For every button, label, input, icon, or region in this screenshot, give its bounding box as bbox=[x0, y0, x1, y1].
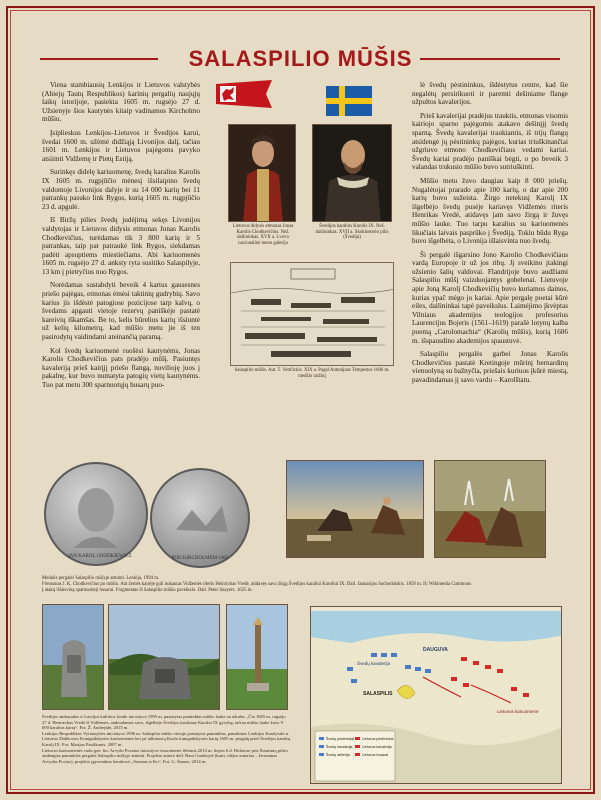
monument-photo-3 bbox=[226, 604, 288, 710]
medal-reverse bbox=[150, 468, 250, 568]
monument-photo-2 bbox=[108, 604, 220, 710]
map-label-lithuanian-army: Lietuvos kariuomenė bbox=[497, 709, 539, 714]
karolis-caption: Švedijos karalius Karolis IX. Než. dailininkas. XVII a. Skoklosterio pilis (Švedija) bbox=[315, 224, 389, 241]
hussars-painting bbox=[434, 460, 546, 558]
legend-item: Švedų pėstininkai bbox=[326, 737, 355, 741]
map-legend-swedish bbox=[326, 735, 356, 759]
chodkevicius-portrait bbox=[228, 124, 296, 222]
monument-photo-1 bbox=[42, 604, 104, 710]
legend-item: Lietuvos kavalerija bbox=[362, 745, 392, 749]
legend-item: Švedų kavalerija bbox=[326, 745, 353, 749]
legend-item: Lietuvos pėstininkai bbox=[362, 737, 394, 741]
paragraph: Iš Biržų pilies švedų judėjimą sekęs Livonijos valdytojas ir Lietuvos didysis etmonas Jonas Karolis Chodkevičius, turėdamas tik 3 800 karių ir 5 patrankas, taip pat patraukė link Rygos, siekdamas padėti apsuptiems miestiečiams. Abi kariuomenės 1605 m. rugsėjo 27 d. anksty ryta susitiko Salaspilyje, 13 km į pietryčius nuo Rygos. bbox=[42, 216, 200, 276]
paragraph: Viena stambiausių Lenkijos ir Lietuvos valstybės (Abiejų Tautų Respublikos) karinių pergalių naujųjų laikų istorijoje, pasiekta 1605 m. rugsėjo 27 d. Užsienyje šios kautynės kitaip vadinamos Kircholmo mūšiu. bbox=[42, 81, 200, 124]
legend-item: Švedų artilerija bbox=[326, 753, 350, 757]
chodkevicius-caption: Lietuvos didysis etmonas Jonas Karolis Chodkevičius. Než. dailininkas. XVII a. Lvovo nacionalinė meno galerija bbox=[232, 224, 294, 246]
medal-reverse-text: POD KIRCHOLMEM 1605 bbox=[171, 556, 229, 561]
paragraph: Mūšio metu žuvo daugiau kaip 8 000 priešų. Nugalėtojai prarado apie 100 karių, o dar apie 200 karių buvo sužeista. Žirgo netekusį Karolį IX išgelbėjo švedų pusėje kariavęs Vidžemės riteris Henrikas Vredė, atidavęs jam savo žirgą ir žuvęs mūšio lauke. Tuo tarpu karalius su kariuomenės likučiais laivais pasprūko į Švediją. Tokiu būdu Ryga buvo išgelbėta, o Livonija išlaisvinta nuo švedų. bbox=[412, 176, 568, 246]
paragraph: Salaspilio pergalės garbei Jonas Karolis Chodkevičius pastatė Kretingoje mūrinį bernardinų vienuolyną su bažnyčia, priešais kuriuos įkūrė miestą, pavadindamas jį savo vardu – Karolštatu. bbox=[412, 350, 568, 384]
paragraph: Norėdamas sustabdyti beveik 4 kartus gausesnes priešo pajėgas, etmonas ėmėsi taktinių gudrybių. Savo karius jis išdėstė patogiose pozicijose tarp kalvų, o švedams apgauti vietoje rezervų paniškėje pastatė kareivių iškamšas. Be to, kelis būrelius karių išsiuntė už kelių kilometrų, kad mūšio metu jie iš ten pasirodytų vaidindami ateinančią paramą. bbox=[42, 281, 200, 342]
monuments-caption: Švedijos ambasados ir Latvijos kultūros fondo iniciatyva 1995 m. pastatytas paminklas mūšio laukе su užrašu: „Čia 1605 m. rugsėjo 27 d. Henrieckas Vredė iš Vidžemės, andoodamas savo, išgelbėjo Švedijos karaliaus Karolio IX gyvybę, tačiau mūšio lauke žuvo 9 000 karalius karių“. Fot. Ž. Andrejūtė, 2015 m. Lenkijos Respublikos Vyriausybės iniciatyva 1996 m. Salaspilio mūšio vietoje pastatytas paminklas, panašintas Lenkijos Karalystės ir Lietuvos Didžiosios Kunigaikštystės kariuomenės bei jai talkinusių Kuršo kunigaikštystės karių 1605 m. pergalę prieš Švedijos karalių Karolį IX. Fot. Marijus Paulikonis, 2007 m. Lietuvos kariuomenės vado gen. ltn. Arvydo Pociaus iniciatyva visuomenės lėšomis 2014 m. liepos 6 d. Biržuose prie Šiaurinių pilies atidengtas paminklas pergalei Salaspilio mūšyje atminti. Projekto autorė dail. Rasa Gambrytė (kurti, idėjos autorius – Ieronimas Arvydas Pocius), projekto įgyvendino bendrovė „Sonatas is Ko“. Fot. G. Šnaras, 2014 m. bbox=[42, 714, 290, 764]
swedish-flag bbox=[326, 86, 372, 116]
legend-item: Lietuvos husarai bbox=[362, 753, 389, 757]
medals-paintings-caption: Medalis pergalei Salaspilio mūšyje atminti. Lenkija, 1994 m. Frensonas J. K. Chodkevičius po mūšio. Ant žemės kairėje guli nukautas Vidžemės riteris Heinrichas Vredė, atidavęs savo žirgą Švedijos karaliui Karoliui IX. Dail. Januarijus Suchodolskis. 1858 m. Iš: Wikimedia Commons Į atakų išlaisviną sparnuotieji husarai. Fragmentas iš Salaspilio mūšio paveikslo. Dail. Peter Snayers. 1625 m. bbox=[42, 576, 472, 593]
medal-obverse-text: IAN KAROL CHODKIEWICZ bbox=[68, 554, 132, 559]
map-label-salaspilis: SALASPILIS bbox=[363, 691, 393, 697]
paragraph: Prieš kavalerijai pradėjus trauktis, etmonas visomis kairiojo sparno pajėgomis atakavo dešinįjį švedų sparną. Švedų kavalerijai traukiantis, iš trijų flangų atsidengė jų pėstininkų pajėgos, kurias triuškinančiai užgriuvo etmono Chodkevičiaus vedami kariai. Švedų kariai pradėjo paniškai bėgti, o po beveik 3 valandas trukusio mūšio buvo sutriuškinti. bbox=[412, 111, 568, 172]
page-title: SALASPILIO MŪŠIS bbox=[188, 46, 413, 71]
map-legend-lithuanian bbox=[362, 735, 396, 759]
right-text-column bbox=[412, 81, 568, 390]
paragraph: Įsiplieskus Lenkijos–Lietuvos ir Švedijos karui, švedai 1600 m. užėmė didžiąją Livonijos dalį, tačiau 1601 m. Lenkijos ir Lietuvos pajėgoms pavyko atsiimti Vidžemę ir Pietų Estiją. bbox=[42, 128, 200, 163]
engraving-caption: Salaspilio mūšis. Aut. T. Vertčickis. XIX a. Pagal Antonijaus Tempestos 1606 m. medžio raižinį bbox=[234, 368, 390, 379]
left-text-column bbox=[42, 81, 200, 395]
map-label-river: DAUGUVA bbox=[423, 647, 448, 653]
battle-map bbox=[310, 606, 562, 784]
karolis-portrait bbox=[312, 124, 392, 222]
lithuanian-flag bbox=[216, 80, 272, 108]
medal-obverse bbox=[44, 462, 148, 566]
chodkevicius-after-battle-painting bbox=[286, 460, 424, 558]
map-label-swedish-cavalry: Švedų kavalerija bbox=[357, 661, 391, 666]
battle-engraving bbox=[230, 262, 394, 366]
paragraph: Ši pergalė išgarsino Jono Karolio Chodkevičiaus vardą Europoje ir už jos ribų. Jį sveikino įtakingi užsienio šalių valdovai. Flandrijoje buvo audžiami Salaspilio mūšį vaizduojantys gobelenai. Lietuvoje apie Joną Karolį Chodkevičių buvo kuriamos dainos, kurias ypač mėgo jo kariai. Apie pergalę poetai kūrė eiles, dailininkai tapė paveikslus. Laimėjimo įkvėptas Vilniaus akademijos teologijos profesorius Laurencijus Bojeris (1561–1619) parašė lotynų kalba poemą „Carolomachia“ (Karolių mūšis), kurią 1606 m. išspausdino akademijos spaustuvė. bbox=[412, 250, 568, 345]
paragraph: Surinkęs didelę kariuomenę, švedų karalius Karolis IX 1605 m. rugpjūčio mėnesį išsilaipino švedų valdomoje Livonijos dalyje ir su 14 000 karių bei 11 patrankų pasuko link Rygos, kurią 1605 m. rugpjūčio 23 d. apgulė. bbox=[42, 168, 200, 211]
paragraph: Kol švedų kariuomenė ruošėsi kautynėms, Jonas Karolis Chodkevičius pats pradėjo mūšį. Pasiuntęs kavaleriją prieš kairįjį priešo flangą, nuvilioję juos į pakalnę, kur buvo numatyta patogių vietų kautynėms. Tuo pat metu 300 sparnuotųjų husarų puo- bbox=[42, 346, 200, 389]
paragraph: lė švedų pėstininkus, išdėstytus centre, kad šie negalėtų persirikuoti ir paremti dešiniame flange užpultos kavalerijos. bbox=[412, 81, 568, 107]
